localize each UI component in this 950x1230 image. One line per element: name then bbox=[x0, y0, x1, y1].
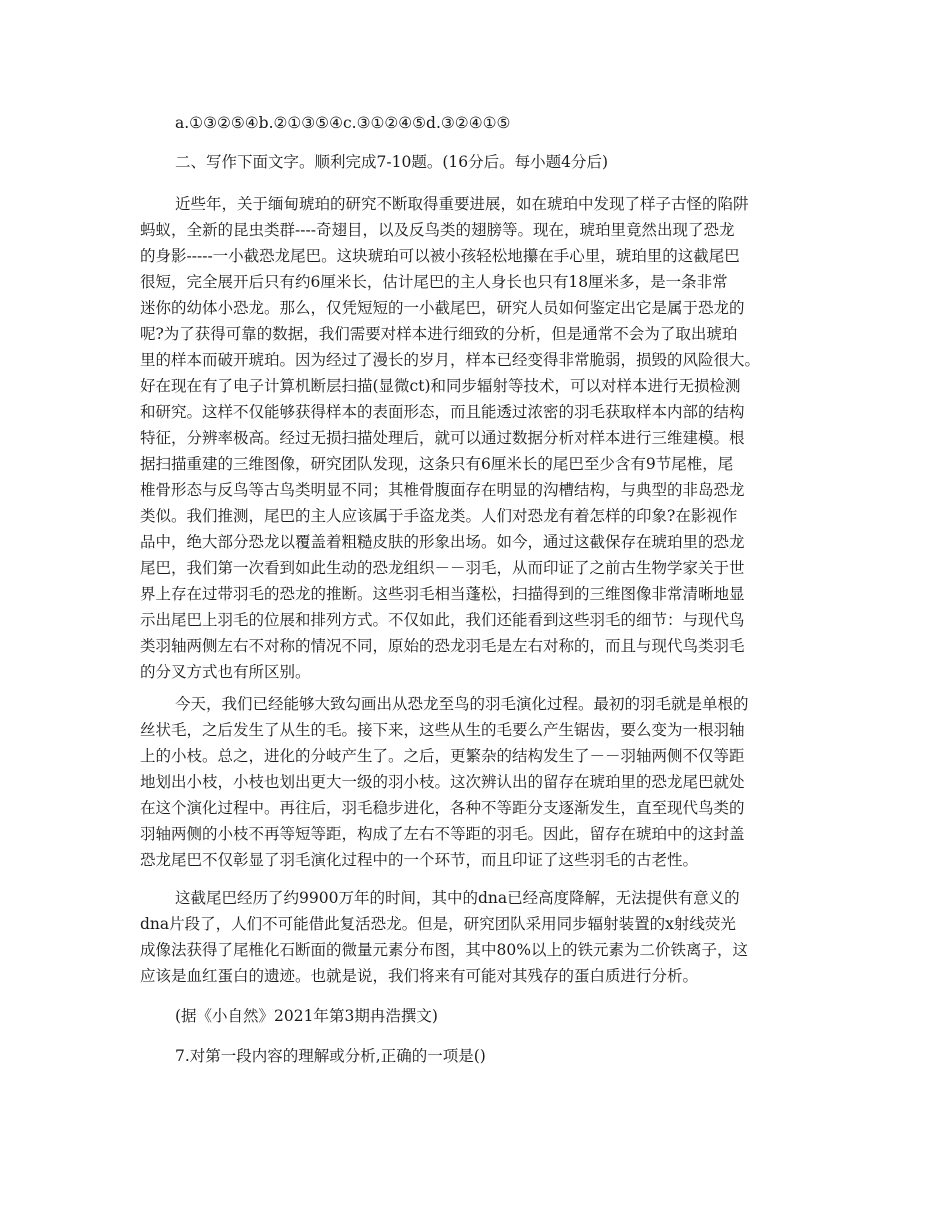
paragraph-1-line: 很短，完全展开后只有约6厘米长，估计尾巴的主人身长也只有18厘米多，是一条非常 bbox=[140, 273, 728, 291]
paragraph-1-line: 迷你的幼体小恐龙。那么，仅凭短短的一小截尾巴，研究人员如何鉴定出它是属于恐龙的 bbox=[140, 299, 745, 317]
paragraph-2-line: 恐龙尾巴不仅彰显了羽毛演化过程中的一个环节，而且印证了这些羽毛的古老性。 bbox=[140, 851, 699, 869]
paragraph-1-line: 尾巴，我们第一次看到如此生动的恐龙组织－－羽毛，从而印证了之前古生物学家关于世 bbox=[140, 559, 745, 577]
paragraph-1-line: 近些年，关于缅甸琥珀的研究不断取得重要进展，如在琥珀中发现了样子古怪的陷阱 bbox=[175, 195, 749, 213]
question-7: 7.对第一段内容的理解或分析,正确的一项是() bbox=[175, 1047, 486, 1065]
paragraph-2-line: 丝状毛，之后发生了从生的毛。接下来，这些从生的毛要么产生锯齿，要么变为一根羽轴 bbox=[140, 721, 745, 739]
paragraph-2-line: 地划出小枝，小枝也划出更大一级的羽小枝。这次辨认出的留存在琥珀里的恐龙尾巴就处 bbox=[140, 773, 745, 791]
paragraph-3-line: 应该是血红蛋白的遗迹。也就是说，我们将来有可能对其残存的蛋白质进行分析。 bbox=[140, 967, 699, 985]
paragraph-1-line: 特征，分辨率极高。经过无损扫描处理后，就可以通过数据分析对样本进行三维建模。根 bbox=[140, 429, 745, 447]
paragraph-3-line: dna片段了，人们不可能借此复活恐龙。但是，研究团队采用同步辐射装置的x射线荧光 bbox=[140, 915, 736, 933]
paragraph-1-line: 呢?为了获得可靠的数据，我们需要对样本进行细致的分析，但是通常不会为了取出琥珀 bbox=[140, 325, 738, 343]
section-heading: 二、写作下面文字。顺利完成7-10题。(16分后。每小题4分后) bbox=[175, 153, 609, 171]
paragraph-3-line: 这截尾巴经历了约9900万年的时间，其中的dna已经高度降解，无法提供有意义的 bbox=[175, 889, 740, 907]
paragraph-1-line: 品中，绝大部分恐龙以覆盖着粗糙皮肤的形象出场。如今，通过这截保存在琥珀里的恐龙 bbox=[140, 533, 745, 551]
paragraph-3-line: 成像法获得了尾椎化石断面的微量元素分布图，其中80%以上的铁元素为二价铁离子，这 bbox=[140, 941, 748, 959]
paragraph-2-line: 羽轴两侧的小枝不再等短等距，构成了左右不等距的羽毛。因此，留存在琥珀中的这封盖 bbox=[140, 825, 745, 843]
paragraph-2-line: 今天，我们已经能够大致勾画出从恐龙至鸟的羽毛演化过程。最初的羽毛就是单根的 bbox=[175, 695, 749, 713]
paragraph-1-line: 椎骨形态与反鸟等古鸟类明显不同；其椎骨腹面存在明显的沟槽结构，与典型的非岛恐龙 bbox=[140, 481, 745, 499]
paragraph-1-line: 里的样本而破开琥珀。因为经过了漫长的岁月，样本已经变得非常脆弱，损毁的风险很大。 bbox=[140, 351, 761, 369]
paragraph-1-line: 示出尾巴上羽毛的位展和排列方式。不仅如此，我们还能看到这些羽毛的细节：与现代鸟 bbox=[140, 611, 745, 629]
paragraph-1-line: 和研究。这样不仅能够获得样本的表面形态，而且能透过浓密的羽毛获取样本内部的结构 bbox=[140, 403, 745, 421]
paragraph-1-line: 界上存在过带羽毛的恐龙的推断。这些羽毛相当蓬松，扫描得到的三维图像非常清晰地显 bbox=[140, 585, 745, 603]
paragraph-1-line: 据扫描重建的三维图像，研究团队发现，这条只有6厘米长的尾巴至少含有9节尾椎，尾 bbox=[140, 455, 734, 473]
paragraph-1-line: 的身影-----一小截恐龙尾巴。这块琥珀可以被小孩轻松地攥在手心里，琥珀里的这截尾巴 bbox=[140, 247, 740, 265]
paragraph-2-line: 上的小枝。总之，进化的分岐产生了。之后，更繁杂的结构发生了－－羽轴两侧不仅等距 bbox=[140, 747, 745, 765]
paragraph-1-line: 类似。我们推测，尾巴的主人应该属于手盗龙类。人们对恐龙有着怎样的印象?在影视作 bbox=[140, 507, 738, 525]
answer-options-line: a.①③②⑤④b.②①③⑤④c.③①②④⑤d.③②④①⑤ bbox=[175, 114, 511, 132]
paragraph-2-line: 在这个演化过程中。再往后，羽毛稳步进化，各种不等距分支逐渐发生，直至现代鸟类的 bbox=[140, 799, 745, 817]
paragraph-1-line: 好在现在有了电子计算机断层扫描(显微ct)和同步辐射等技术，可以对样本进行无损检测 bbox=[140, 377, 741, 395]
source-citation: (据《小自然》2021年第3期冉浩撰文) bbox=[175, 1007, 438, 1025]
paragraph-1-line: 的分叉方式也有所区别。 bbox=[140, 663, 311, 681]
paragraph-1-line: 蚂蚁，全新的昆虫类群----奇翅目，以及反鸟类的翅膀等。现在，琥珀里竟然出现了恐龙 bbox=[140, 221, 735, 239]
paragraph-1-line: 类羽轴两侧左右不对称的情况不同，原始的恐龙羽毛是左右对称的，而且与现代鸟类羽毛 bbox=[140, 637, 745, 655]
